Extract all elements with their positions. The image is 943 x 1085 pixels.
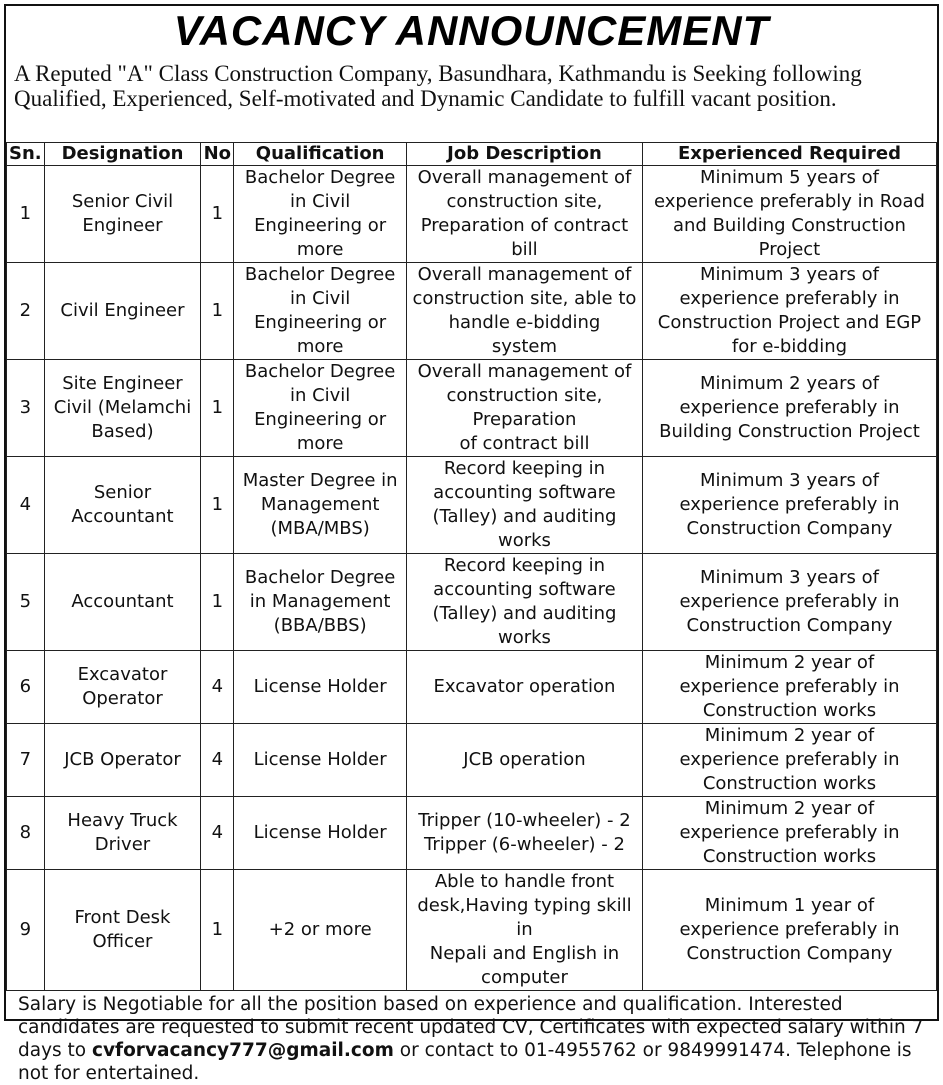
contact-email[interactable]: cvforvacancy777@gmail.com: [92, 1040, 394, 1061]
header-sn: Sn.: [7, 143, 45, 166]
row-qualification: License Holder: [234, 724, 407, 797]
intro-paragraph: A Reputed "A" Class Construction Company, Basundhara, Kathmandu is Seeking following Qualified, Experienced, Self-motivated and Dynamic Candidate to fulfill vacant position.: [14, 61, 862, 111]
row-job-description: JCB operation: [407, 724, 643, 797]
table-row: [7, 360, 937, 457]
row-sn: 7: [7, 724, 45, 797]
row-designation: Senior Accountant: [44, 457, 201, 554]
row-experience: Minimum 2 year of experience preferably in Construction works: [642, 797, 936, 870]
row-qualification: License Holder: [234, 797, 407, 870]
footer-text-before-email: Salary is Negotiable for all the position based on experience and qualification. Interested candidates are requested to submit recent updated CV, Certificates with expected salary within 7 days to: [18, 994, 924, 1061]
row-qualification: Bachelor Degree in Civil Engineering or more: [234, 263, 407, 360]
footer-note: [6, 991, 937, 1085]
row-job-description: Excavator operation: [407, 651, 643, 724]
vacancy-table: [6, 142, 937, 991]
row-no: 4: [201, 797, 234, 870]
table-row: [7, 263, 937, 360]
row-experience: Minimum 3 years of experience preferably in Construction Company: [642, 457, 936, 554]
header-qualification: Qualification: [234, 143, 407, 166]
header-experience-required: Experienced Required: [642, 143, 936, 166]
table-row: [7, 870, 937, 991]
row-job-description: Overall management of construction site, Preparation of contract bill: [407, 166, 643, 263]
row-no: 4: [201, 651, 234, 724]
row-designation: Accountant: [44, 554, 201, 651]
row-experience: Minimum 2 years of experience preferably in Building Construction Project: [642, 360, 936, 457]
row-designation: Site Engineer Civil (Melamchi Based): [44, 360, 201, 457]
footer-text-after-email: or contact to 01-4955762 or 9849991474. Telephone is not for entertained.: [18, 1040, 912, 1084]
row-qualification: License Holder: [234, 651, 407, 724]
row-designation: Civil Engineer: [44, 263, 201, 360]
row-sn: 1: [7, 166, 45, 263]
row-sn: 3: [7, 360, 45, 457]
vacancy-notice: [4, 4, 939, 1084]
header-job-description: Job Description: [407, 143, 643, 166]
row-sn: 8: [7, 797, 45, 870]
row-sn: 6: [7, 651, 45, 724]
table-row: [7, 651, 937, 724]
row-job-description: Overall management of construction site, able to handle e-bidding system: [407, 263, 643, 360]
row-no: 4: [201, 724, 234, 797]
row-no: 1: [201, 263, 234, 360]
row-sn: 2: [7, 263, 45, 360]
row-sn: 5: [7, 554, 45, 651]
header-no: No: [201, 143, 234, 166]
row-experience: Minimum 1 year of experience preferably in Construction Company: [642, 870, 936, 991]
row-job-description: Record keeping in accounting software (Talley) and auditing works: [407, 554, 643, 651]
row-sn: 4: [7, 457, 45, 554]
row-qualification: Bachelor Degree in Civil Engineering or more: [234, 166, 407, 263]
row-no: 1: [201, 457, 234, 554]
row-no: 1: [201, 870, 234, 991]
row-designation: Senior Civil Engineer: [44, 166, 201, 263]
row-qualification: Bachelor Degree in Management (BBA/BBS): [234, 554, 407, 651]
row-designation: JCB Operator: [44, 724, 201, 797]
row-designation: Excavator Operator: [44, 651, 201, 724]
header-designation: Designation: [44, 143, 201, 166]
table-row: [7, 554, 937, 651]
page-title: VACANCY ANNOUNCEMENT: [173, 7, 770, 54]
row-designation: Front Desk Officer: [44, 870, 201, 991]
table-row: [7, 457, 937, 554]
row-job-description: Record keeping in accounting software (Talley) and auditing works: [407, 457, 643, 554]
table-header-row: [7, 143, 937, 166]
row-no: 1: [201, 360, 234, 457]
table-row: [7, 166, 937, 263]
row-experience: Minimum 2 year of experience preferably in Construction works: [642, 724, 936, 797]
row-no: 1: [201, 554, 234, 651]
row-experience: Minimum 3 years of experience preferably in Construction Project and EGP for e-bidding: [642, 263, 936, 360]
row-no: 1: [201, 166, 234, 263]
row-experience: Minimum 3 years of experience preferably in Construction Company: [642, 554, 936, 651]
row-job-description: Tripper (10-wheeler) - 2 Tripper (6-wheeler) - 2: [407, 797, 643, 870]
row-qualification: Master Degree in Management (MBA/MBS): [234, 457, 407, 554]
row-qualification: +2 or more: [234, 870, 407, 991]
row-experience: Minimum 2 year of experience preferably in Construction works: [642, 651, 936, 724]
row-job-description: Overall management of construction site, Preparation of contract bill: [407, 360, 643, 457]
table-row: [7, 797, 937, 870]
table-row: [7, 724, 937, 797]
row-designation: Heavy Truck Driver: [44, 797, 201, 870]
row-job-description: Able to handle front desk,Having typing skill in Nepali and English in computer: [407, 870, 643, 991]
row-experience: Minimum 5 years of experience preferably in Road and Building Construction Project: [642, 166, 936, 263]
row-sn: 9: [7, 870, 45, 991]
row-qualification: Bachelor Degree in Civil Engineering or more: [234, 360, 407, 457]
